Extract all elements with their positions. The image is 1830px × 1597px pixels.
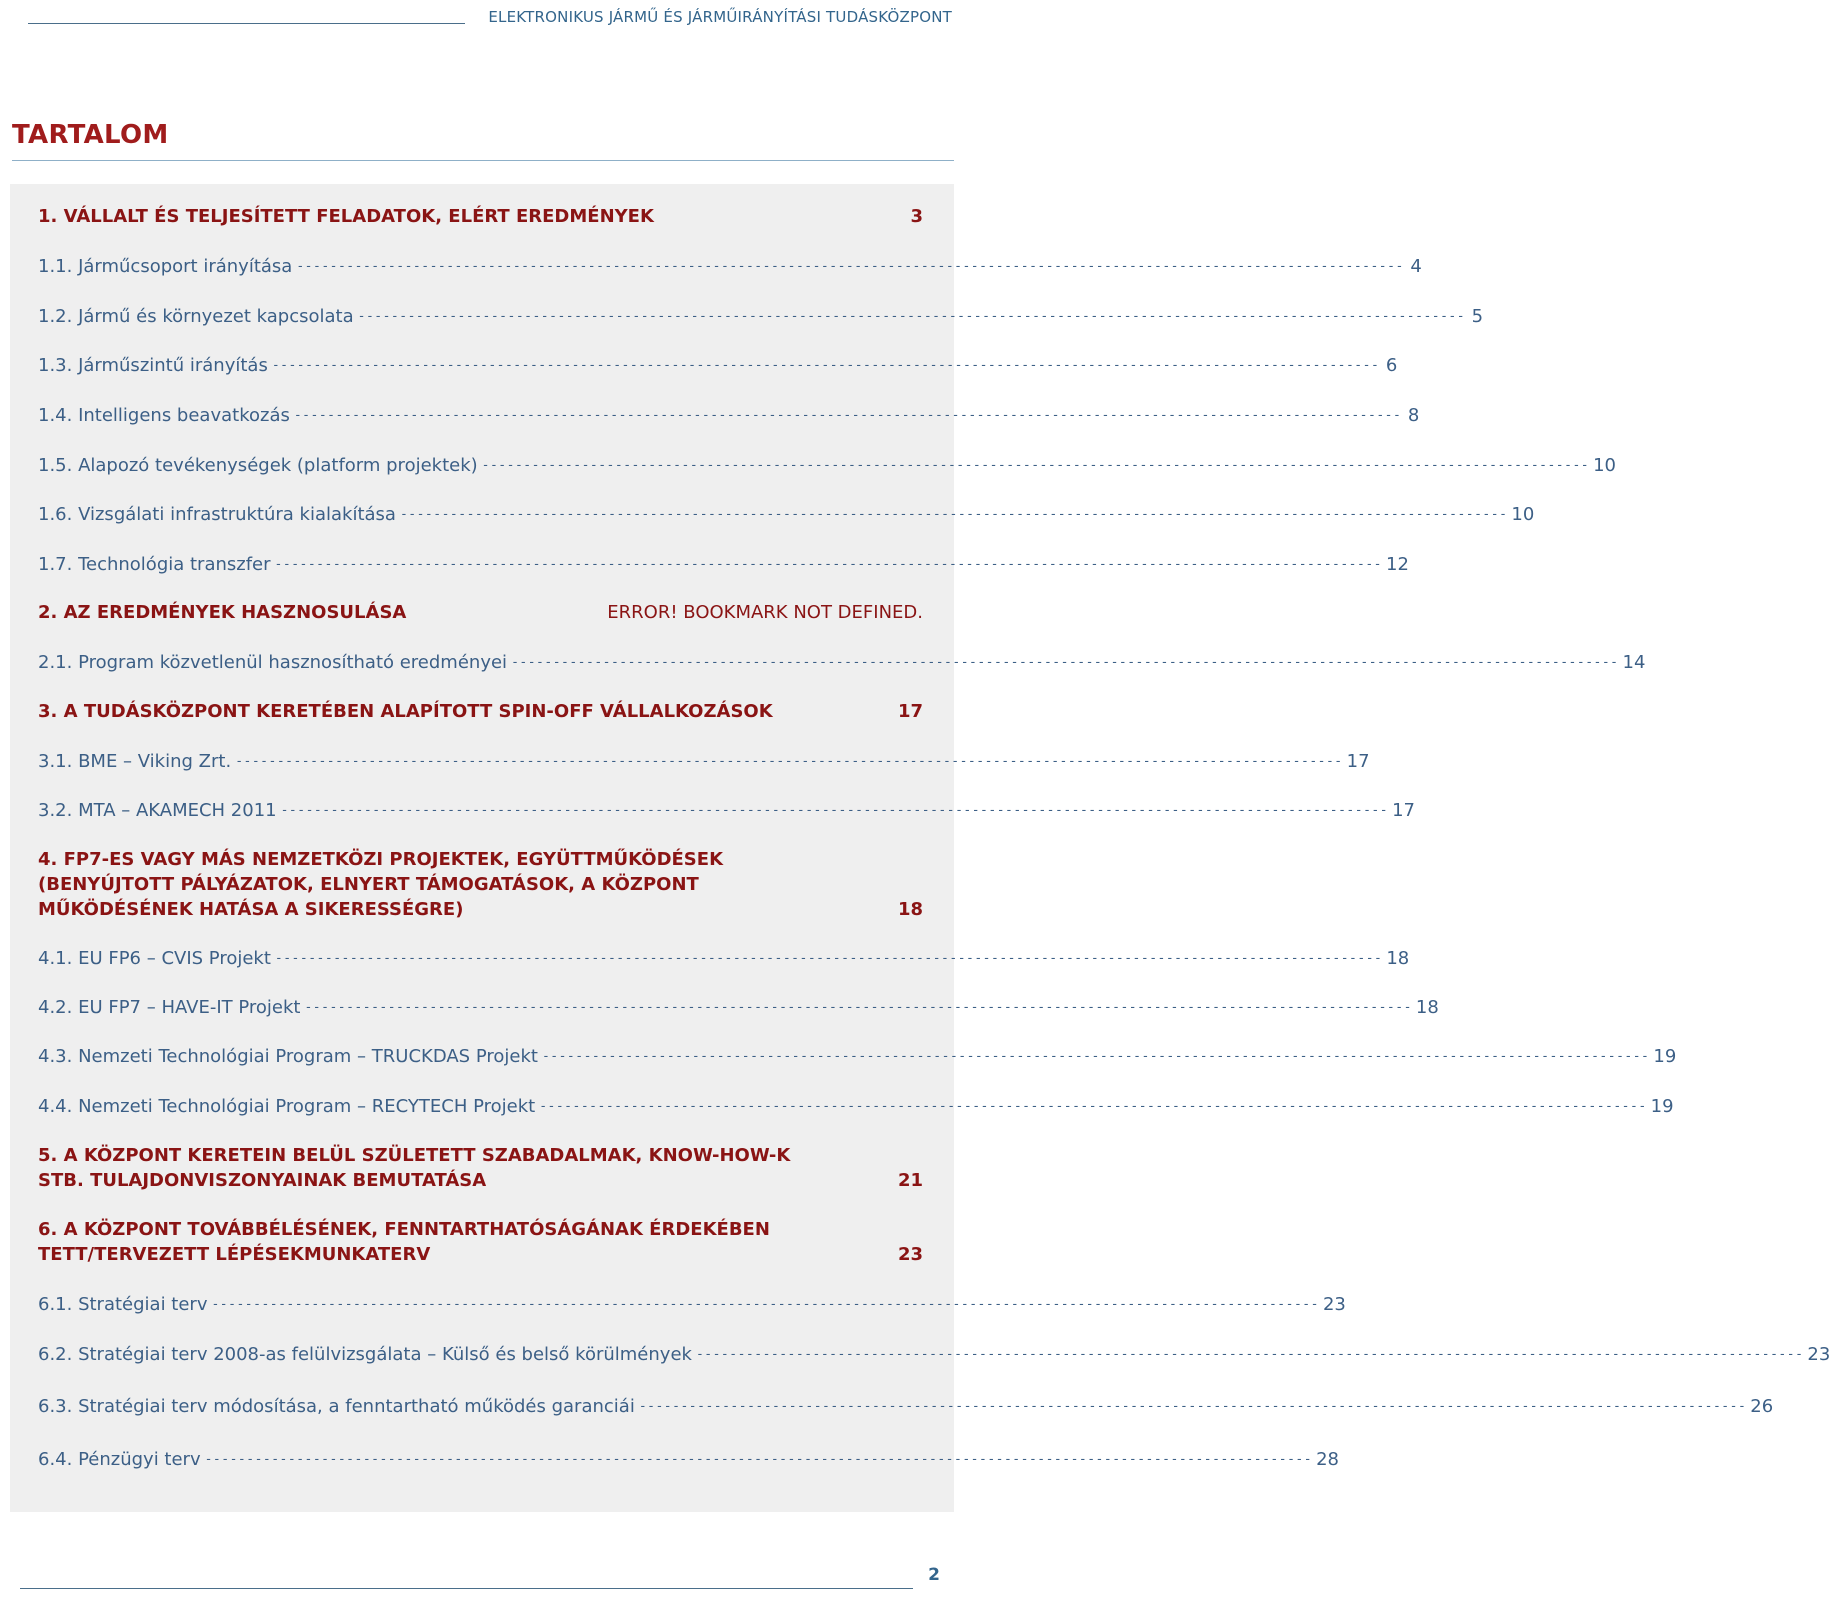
toc-entry[interactable] <box>38 1143 923 1193</box>
toc-entry[interactable] <box>38 1394 1774 1419</box>
toc-entry[interactable] <box>38 600 923 625</box>
toc-entry-page: 6 <box>1385 355 1398 376</box>
running-header: ELEKTRONIKUS JÁRMŰ ÉS JÁRMŰIRÁNYÍTÁSI TUDÁSKÖZPONT <box>488 8 952 26</box>
toc-entry-label: 1. VÁLLALT ÉS TELJESÍTETT FELADATOK, ELÉRT EREDMÉNYEK <box>38 206 654 227</box>
toc-entry[interactable] <box>38 453 1617 478</box>
toc-entry-page: 10 <box>1593 455 1617 476</box>
toc-entry[interactable] <box>38 650 1646 675</box>
toc-entry-page: 19 <box>1653 1046 1677 1067</box>
toc-entry-label: 1.4. Intelligens beavatkozás <box>38 405 290 426</box>
toc-entry-page: ERROR! BOOKMARK NOT DEFINED. <box>607 602 923 623</box>
dot-leader: ------------------------------------------------------------------------------------------------------------------------------------- <box>357 309 1466 324</box>
toc-entry-label: 1.6. Vizsgálati infrastruktúra kialakítása <box>38 504 396 525</box>
toc-entry-label: 5. A KÖZPONT KERETEIN BELÜL SZÜLETETT SZABADALMAK, KNOW-HOW-K STB. TULAJDONVISZONYAINAK BEMUTATÁSA <box>38 1145 791 1191</box>
toc-entry-page: 8 <box>1407 405 1420 426</box>
toc-entry[interactable] <box>38 946 1410 971</box>
toc-entry[interactable] <box>38 699 923 724</box>
toc-entry-page: 14 <box>1622 652 1646 673</box>
dot-leader: ------------------------------------------------------------------------------------------------------------------------------------- <box>235 754 1343 769</box>
dot-leader: ------------------------------------------------------------------------------------------------------------------------------------- <box>539 1099 1647 1114</box>
dot-leader: ------------------------------------------------------------------------------------------------------------------------------------- <box>211 1297 1319 1312</box>
toc-entry[interactable] <box>38 798 1415 823</box>
toc-entry-label: 3.1. BME – Viking Zrt. <box>38 751 232 772</box>
toc-entry-label: 6.4. Pénzügyi terv <box>38 1449 201 1470</box>
toc-entry[interactable] <box>38 1292 1346 1317</box>
dot-leader: ------------------------------------------------------------------------------------------------------------------------------------- <box>638 1399 1747 1414</box>
toc-entry[interactable] <box>38 403 1420 428</box>
toc-entry-page: 19 <box>1650 1096 1674 1117</box>
toc-entry-page: 17 <box>1392 800 1415 821</box>
toc-entry-label: 1.2. Jármű és környezet kapcsolata <box>38 306 354 327</box>
toc-entry-label: 1.5. Alapozó tevékenységek (platform projektek) <box>38 455 478 476</box>
dot-leader: ------------------------------------------------------------------------------------------------------------------------------------- <box>274 557 1382 572</box>
dot-leader: ------------------------------------------------------------------------------------------------------------------------------------- <box>204 1452 1313 1467</box>
toc-entry-label: 3.2. MTA – AKAMECH 2011 <box>38 800 277 821</box>
toc-entry-label: 6. A KÖZPONT TOVÁBBÉLÉSÉNEK, FENNTARTHATÓSÁGÁNAK ÉRDEKÉBEN TETT/TERVEZETT LÉPÉSEKMUNKATERV <box>38 1219 770 1265</box>
header-rule <box>28 23 465 24</box>
dot-leader: ------------------------------------------------------------------------------------------------------------------------------------- <box>511 655 1619 670</box>
dot-leader: ------------------------------------------------------------------------------------------------------------------------------------- <box>304 1000 1412 1015</box>
toc-entry-label: 4.2. EU FP7 – HAVE-IT Projekt <box>38 997 301 1018</box>
footer-rule <box>20 1588 913 1589</box>
toc-entry[interactable] <box>38 995 1439 1020</box>
toc-entry[interactable] <box>38 847 923 922</box>
toc-entry[interactable] <box>38 502 1535 527</box>
toc-entry-page: 12 <box>1386 554 1409 575</box>
toc-entry-page: 23 <box>1807 1344 1830 1365</box>
dot-leader: ------------------------------------------------------------------------------------------------------------------------------------- <box>274 951 1383 966</box>
toc-entry-page: 17 <box>1346 751 1370 772</box>
heading-rule <box>12 160 954 161</box>
toc-entry[interactable] <box>38 1217 923 1267</box>
toc-entry[interactable] <box>38 1044 1677 1069</box>
toc-entry-page: 3 <box>910 206 923 227</box>
toc-entry-page: 18 <box>1386 948 1410 969</box>
toc-entry-page: 17 <box>897 701 923 722</box>
toc-entry-page: 28 <box>1316 1449 1339 1470</box>
toc-entry-label: 6.2. Stratégiai terv 2008-as felülvizsgálata – Külső és belső körülmények <box>38 1344 692 1365</box>
toc-entry-label: 4.1. EU FP6 – CVIS Projekt <box>38 948 271 969</box>
toc-entry-label: 4. FP7-ES VAGY MÁS NEMZETKÖZI PROJEKTEK, EGYÜTTMŰKÖDÉSEK (BENYÚJTOTT PÁLYÁZATOK, ELNYERT TÁMOGATÁSOK, A KÖZPONT MŰKÖDÉSÉNEK HATÁSA A SIKERESSÉGRE) <box>38 849 724 920</box>
toc-entry-label: 6.1. Stratégiai terv <box>38 1294 208 1315</box>
toc-entry-page: 21 <box>897 1170 923 1191</box>
toc-entry-label: 2. AZ EREDMÉNYEK HASZNOSULÁSA <box>38 602 407 623</box>
toc-entry-page: 18 <box>1415 997 1439 1018</box>
toc-entry-label: 1.3. Járműszintű irányítás <box>38 355 268 376</box>
toc-entry-page: 18 <box>897 899 923 920</box>
toc-entry[interactable] <box>38 254 1422 279</box>
toc-entry[interactable] <box>38 1447 1339 1472</box>
toc-entry[interactable] <box>38 1342 1830 1367</box>
toc-entry-page: 23 <box>897 1244 923 1265</box>
toc-entry-label: 4.3. Nemzeti Technológiai Program – TRUCKDAS Projekt <box>38 1046 538 1067</box>
dot-leader: ------------------------------------------------------------------------------------------------------------------------------------- <box>695 1347 1804 1362</box>
dot-leader: ------------------------------------------------------------------------------------------------------------------------------------- <box>296 259 1404 274</box>
toc-entry[interactable] <box>38 353 1398 378</box>
toc-entry-label: 1.7. Technológia transzfer <box>38 554 271 575</box>
dot-leader: ------------------------------------------------------------------------------------------------------------------------------------- <box>399 507 1508 522</box>
dot-leader: ------------------------------------------------------------------------------------------------------------------------------------- <box>541 1049 1650 1064</box>
toc-entry[interactable] <box>38 749 1370 774</box>
dot-leader: ------------------------------------------------------------------------------------------------------------------------------------- <box>293 408 1402 423</box>
toc-heading: TARTALOM <box>12 120 169 150</box>
toc-entry-page: 10 <box>1511 504 1535 525</box>
toc-entry[interactable] <box>38 552 1409 577</box>
toc-entry-label: 1.1. Járműcsoport irányítása <box>38 256 293 277</box>
toc-entry[interactable] <box>38 1094 1674 1119</box>
toc-entry-label: 4.4. Nemzeti Technológiai Program – RECYTECH Projekt <box>38 1096 536 1117</box>
toc-entry-label: 2.1. Program közvetlenül hasznosítható eredményei <box>38 652 508 673</box>
dot-leader: ------------------------------------------------------------------------------------------------------------------------------------- <box>481 458 1590 473</box>
toc-entry-page: 23 <box>1322 1294 1346 1315</box>
toc-entry-page: 26 <box>1750 1396 1774 1417</box>
toc-entry[interactable] <box>38 204 923 229</box>
toc-entry-page: 4 <box>1410 256 1422 277</box>
page-number: 2 <box>928 1565 940 1585</box>
toc-entry-label: 6.3. Stratégiai terv módosítása, a fenntartható működés garanciái <box>38 1396 635 1417</box>
toc-entry-page: 5 <box>1471 306 1484 327</box>
toc-entry-label: 3. A TUDÁSKÖZPONT KERETÉBEN ALAPÍTOTT SPIN-OFF VÁLLALKOZÁSOK <box>38 701 773 722</box>
dot-leader: ------------------------------------------------------------------------------------------------------------------------------------- <box>271 358 1380 373</box>
toc-entry[interactable] <box>38 304 1484 329</box>
dot-leader: ------------------------------------------------------------------------------------------------------------------------------------- <box>280 803 1389 818</box>
